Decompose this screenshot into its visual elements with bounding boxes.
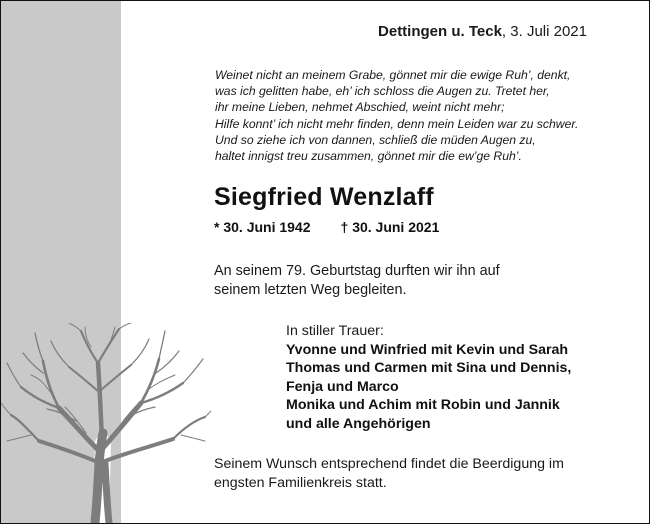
statement-line: seinem letzten Weg begleiten. (214, 282, 407, 298)
poem-line: ihr meine Lieben, nehmet Abschied, weint nicht mehr; (215, 100, 505, 115)
death-date: † 30. Juni 2021 (340, 219, 440, 235)
funeral-line: engsten Familienkreis statt. (214, 475, 387, 491)
mourner-line: Yvonne und Winfried mit Kevin und Sarah (286, 341, 569, 358)
mourner-line: Fenja und Marco (286, 378, 399, 395)
funeral-notice (214, 455, 564, 493)
poem-line: Und so ziehe ich von dannen, schließ die müden Augen zu, (215, 132, 536, 147)
deceased-name: Siegfried Wenzlaff (214, 183, 434, 211)
poem-line: Hilfe konnt’ ich nicht mehr finden, denn mein Leiden war zu schwer. (215, 116, 579, 131)
mourners-block (286, 322, 571, 433)
farewell-statement (214, 262, 500, 300)
mourners-heading: In stiller Trauer: (286, 323, 384, 339)
poem (215, 67, 578, 164)
funeral-line: Seinem Wunsch entsprechend findet die Beerdigung im (214, 456, 564, 472)
poem-line: was ich gelitten habe, eh’ ich schloss die Augen zu. Tretet her, (215, 84, 550, 99)
mourner-line: und alle Angehörigen (286, 415, 431, 432)
mourner-line: Thomas und Carmen mit Sina und Dennis, (286, 360, 572, 376)
place: Dettingen u. Teck (378, 23, 502, 40)
place-date-line (378, 23, 587, 40)
statement-line: An seinem 79. Geburtstag durften wir ihn auf (214, 263, 500, 279)
poem-line: Weinet nicht an meinem Grabe, gönnet mir die ewige Ruh’, denkt, (215, 68, 571, 82)
mourner-line: Monika und Achim mit Robin und Jannik (286, 397, 560, 413)
life-dates (214, 219, 439, 235)
birth-date: * 30. Juni 1942 (214, 219, 311, 235)
date: 3. Juli 2021 (510, 23, 587, 40)
date-separator: , (501, 23, 511, 40)
poem-line: haltet innigst treu zusammen, gönnet mir die ew’ge Ruh’. (215, 149, 522, 164)
tree-icon (1, 323, 211, 523)
